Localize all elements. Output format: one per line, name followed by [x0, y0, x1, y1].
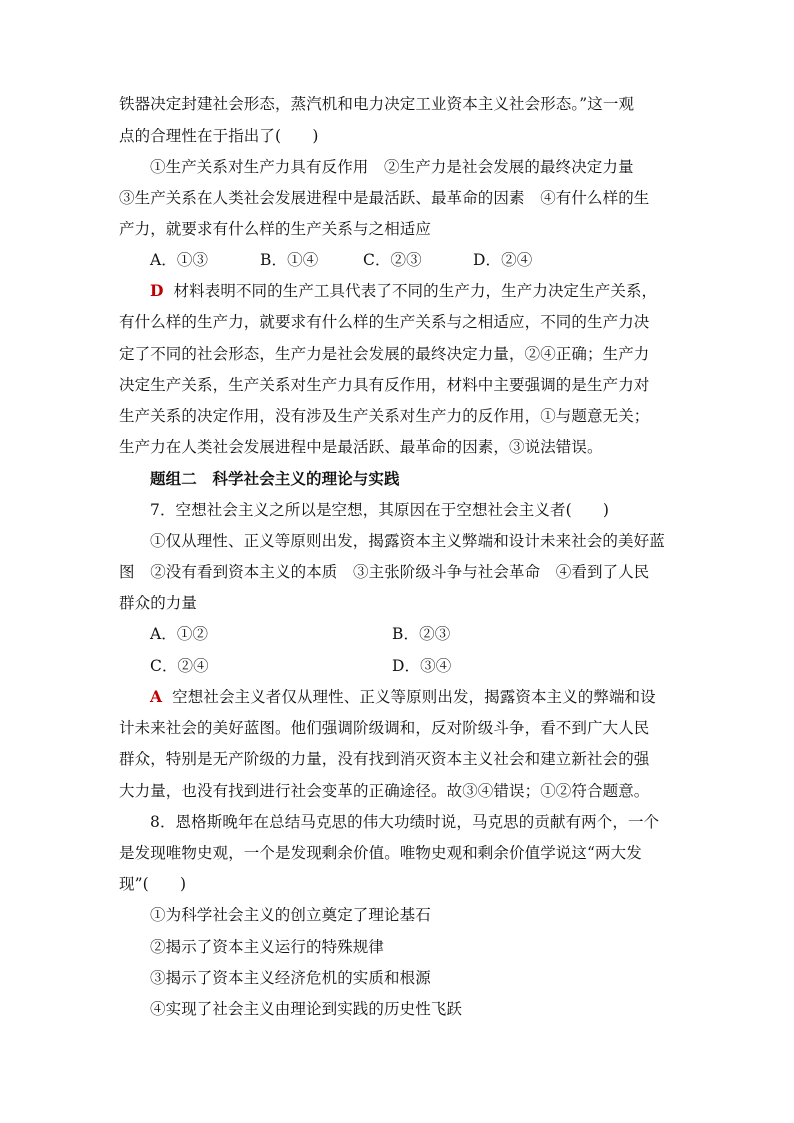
q7-explanation-line: 群众，特别是无产阶级的力量，没有找到消灭资本主义社会和建立新社会的强 — [119, 750, 650, 768]
q6-answer: D — [150, 281, 164, 300]
q7-explanation-line — [150, 687, 675, 707]
q6-explanation-line: 决定生产关系，生产关系对生产力具有反作用，材料中主要强调的是生产力对 — [119, 376, 650, 394]
q7-explanation-line: 计未来社会的美好蓝图。他们强调阶级调和，反对阶级斗争，看不到广大人民 — [119, 719, 650, 737]
q8-choice: ③揭示了资本主义经济危机的实质和根源 — [150, 969, 431, 987]
q7-option-a: A．①② — [150, 625, 209, 643]
q8-choice: ④实现了社会主义由理论到实践的历史性飞跃 — [150, 1000, 463, 1018]
q7-choice-line: ①仅从理性、正义等原则出发，揭露资本主义弊端和设计未来社会的美好蓝 — [150, 532, 665, 550]
q8-stem-line: 是发现唯物史观，一个是发现剩余价值。唯物史观和剩余价值学说这“两大发 — [119, 844, 642, 862]
q7-choice-line: 图 ②没有看到资本主义的本质 ③主张阶级斗争与社会革命 ④看到了人民 — [119, 563, 650, 581]
q6-option-d: D．②④ — [473, 251, 533, 269]
q6-option-b: B．①④ — [260, 251, 319, 269]
q6-option-c: C．②③ — [363, 251, 422, 269]
q6-options — [150, 250, 675, 270]
q6-choice-line: ①生产关系对生产力具有反作用 ②生产力是社会发展的最终决定力量 — [150, 158, 634, 176]
q7-explanation-text: 空想社会主义者仅从理性、正义等原则出发，揭露资本主义的弊端和设 — [172, 688, 656, 706]
q8-choice: ②揭示了资本主义运行的特殊规律 — [150, 938, 385, 956]
q7-explanation-line: 大力量，也没有找到进行社会变革的正确途径。故③④错误；①②符合题意。 — [119, 782, 650, 800]
q8-stem-line: 现”( ) — [119, 875, 187, 893]
q6-explanation-line — [150, 281, 675, 301]
q6-option-a: A．①③ — [150, 251, 209, 269]
q6-explanation-text: 材料表明不同的生产工具代表了不同的生产力，生产力决定生产关系， — [173, 282, 658, 300]
q8-stem-line: 8．恩格斯晚年在总结马克思的伟大功绩时说，马克思的贡献有两个，一个 — [150, 813, 660, 831]
q7-option-b: B．②③ — [392, 625, 451, 643]
q7-stem: 7．空想社会主义之所以是空想，其原因在于空想社会主义者( ) — [150, 501, 610, 519]
q6-explanation-line: 定了不同的社会形态，生产力是社会发展的最终决定力量，②④正确；生产力 — [119, 345, 650, 363]
q6-choice-line: ③生产关系在人类社会发展进程中是最活跃、最革命的因素 ④有什么样的生 — [119, 189, 650, 207]
q7-options-row — [150, 656, 675, 676]
q6-explanation-line: 生产关系的决定作用，没有涉及生产关系对生产力的反作用，①与题意无关； — [119, 407, 650, 425]
q6-explanation-line: 生产力在人类社会发展进程中是最活跃、最革命的因素，③说法错误。 — [119, 438, 603, 456]
q7-option-c: C．②④ — [150, 657, 209, 675]
section-title: 题组二 科学社会主义的理论与实践 — [150, 469, 400, 488]
q8-choice: ①为科学社会主义的创立奠定了理论基石 — [150, 906, 431, 924]
q6-choice-line: 产力，就要求有什么样的生产关系与之相适应 — [119, 220, 432, 238]
q7-option-d: D．③④ — [392, 657, 452, 675]
q6-explanation-line: 有什么样的生产力，就要求有什么样的生产关系与之相适应，不同的生产力决 — [119, 313, 650, 331]
q6-stem-line: 铁器决定封建社会形态，蒸汽机和电力决定工业资本主义社会形态。”这一观 — [119, 95, 635, 113]
q7-answer: A — [150, 687, 163, 706]
q6-stem-line: 点的合理性在于指出了( ) — [119, 127, 319, 145]
q7-options-row — [150, 624, 675, 644]
q7-choice-line: 群众的力量 — [119, 594, 198, 612]
